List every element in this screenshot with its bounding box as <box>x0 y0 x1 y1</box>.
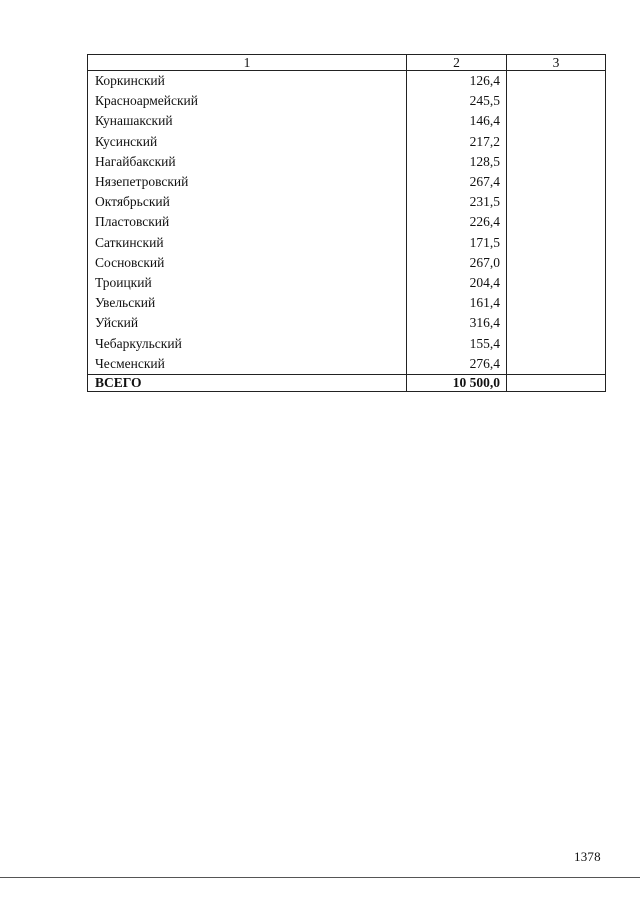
value-cell: 316,4 <box>407 313 507 333</box>
district-name-cell: Чесменский <box>88 354 407 375</box>
scan-edge-line <box>0 877 640 878</box>
value-cell: 204,4 <box>407 273 507 293</box>
table-row <box>88 172 606 192</box>
table-row <box>88 132 606 152</box>
district-name-cell: Октябрьский <box>88 192 407 212</box>
district-name-cell: Троицкий <box>88 273 407 293</box>
table-row <box>88 293 606 313</box>
value-cell: 126,4 <box>407 71 507 92</box>
table-row <box>88 273 606 293</box>
district-name-cell: Нязепетровский <box>88 172 407 192</box>
district-name-cell: Кусинский <box>88 132 407 152</box>
value-cell: 128,5 <box>407 152 507 172</box>
total-col3-cell <box>507 374 606 391</box>
col3-cell <box>507 233 606 253</box>
column-header-1: 1 <box>88 55 407 71</box>
value-cell: 155,4 <box>407 333 507 353</box>
district-name-cell: Саткинский <box>88 233 407 253</box>
district-name-cell: Красноармейский <box>88 91 407 111</box>
page-number: 1378 <box>574 849 601 864</box>
district-name-cell: Коркинский <box>88 71 407 92</box>
value-cell: 245,5 <box>407 91 507 111</box>
table-row <box>88 354 606 375</box>
col3-cell <box>507 172 606 192</box>
table-header <box>88 55 606 71</box>
table-row <box>88 152 606 172</box>
column-header-2: 2 <box>407 55 507 71</box>
value-cell: 226,4 <box>407 212 507 232</box>
col3-cell <box>507 212 606 232</box>
district-name-cell: Увельский <box>88 293 407 313</box>
col3-cell <box>507 253 606 273</box>
table-row <box>88 111 606 131</box>
col3-cell <box>507 71 606 92</box>
table-row <box>88 253 606 273</box>
col3-cell <box>507 132 606 152</box>
value-cell: 231,5 <box>407 192 507 212</box>
table-row <box>88 71 606 92</box>
value-cell: 146,4 <box>407 111 507 131</box>
total-value: 10 500,0 <box>407 374 507 391</box>
col3-cell <box>507 333 606 353</box>
column-header-3: 3 <box>507 55 606 71</box>
table-row <box>88 91 606 111</box>
col3-cell <box>507 273 606 293</box>
col3-cell <box>507 313 606 333</box>
district-name-cell: Пластовский <box>88 212 407 232</box>
data-table <box>87 54 606 392</box>
col3-cell <box>507 192 606 212</box>
col3-cell <box>507 152 606 172</box>
value-cell: 276,4 <box>407 354 507 375</box>
col3-cell <box>507 354 606 375</box>
value-cell: 267,4 <box>407 172 507 192</box>
district-name-cell: Чебаркульский <box>88 333 407 353</box>
col3-cell <box>507 91 606 111</box>
district-name-cell: Уйский <box>88 313 407 333</box>
table-row <box>88 233 606 253</box>
total-label: ВСЕГО <box>88 374 407 391</box>
table-row <box>88 192 606 212</box>
value-cell: 267,0 <box>407 253 507 273</box>
table-row <box>88 333 606 353</box>
table-row <box>88 313 606 333</box>
table-body <box>88 71 606 392</box>
col3-cell <box>507 111 606 131</box>
value-cell: 217,2 <box>407 132 507 152</box>
total-row <box>88 374 606 391</box>
table-row <box>88 212 606 232</box>
value-cell: 171,5 <box>407 233 507 253</box>
district-name-cell: Кунашакский <box>88 111 407 131</box>
district-name-cell: Нагайбакский <box>88 152 407 172</box>
table-header-row <box>88 55 606 71</box>
data-table-container <box>87 54 605 392</box>
district-name-cell: Сосновский <box>88 253 407 273</box>
col3-cell <box>507 293 606 313</box>
value-cell: 161,4 <box>407 293 507 313</box>
